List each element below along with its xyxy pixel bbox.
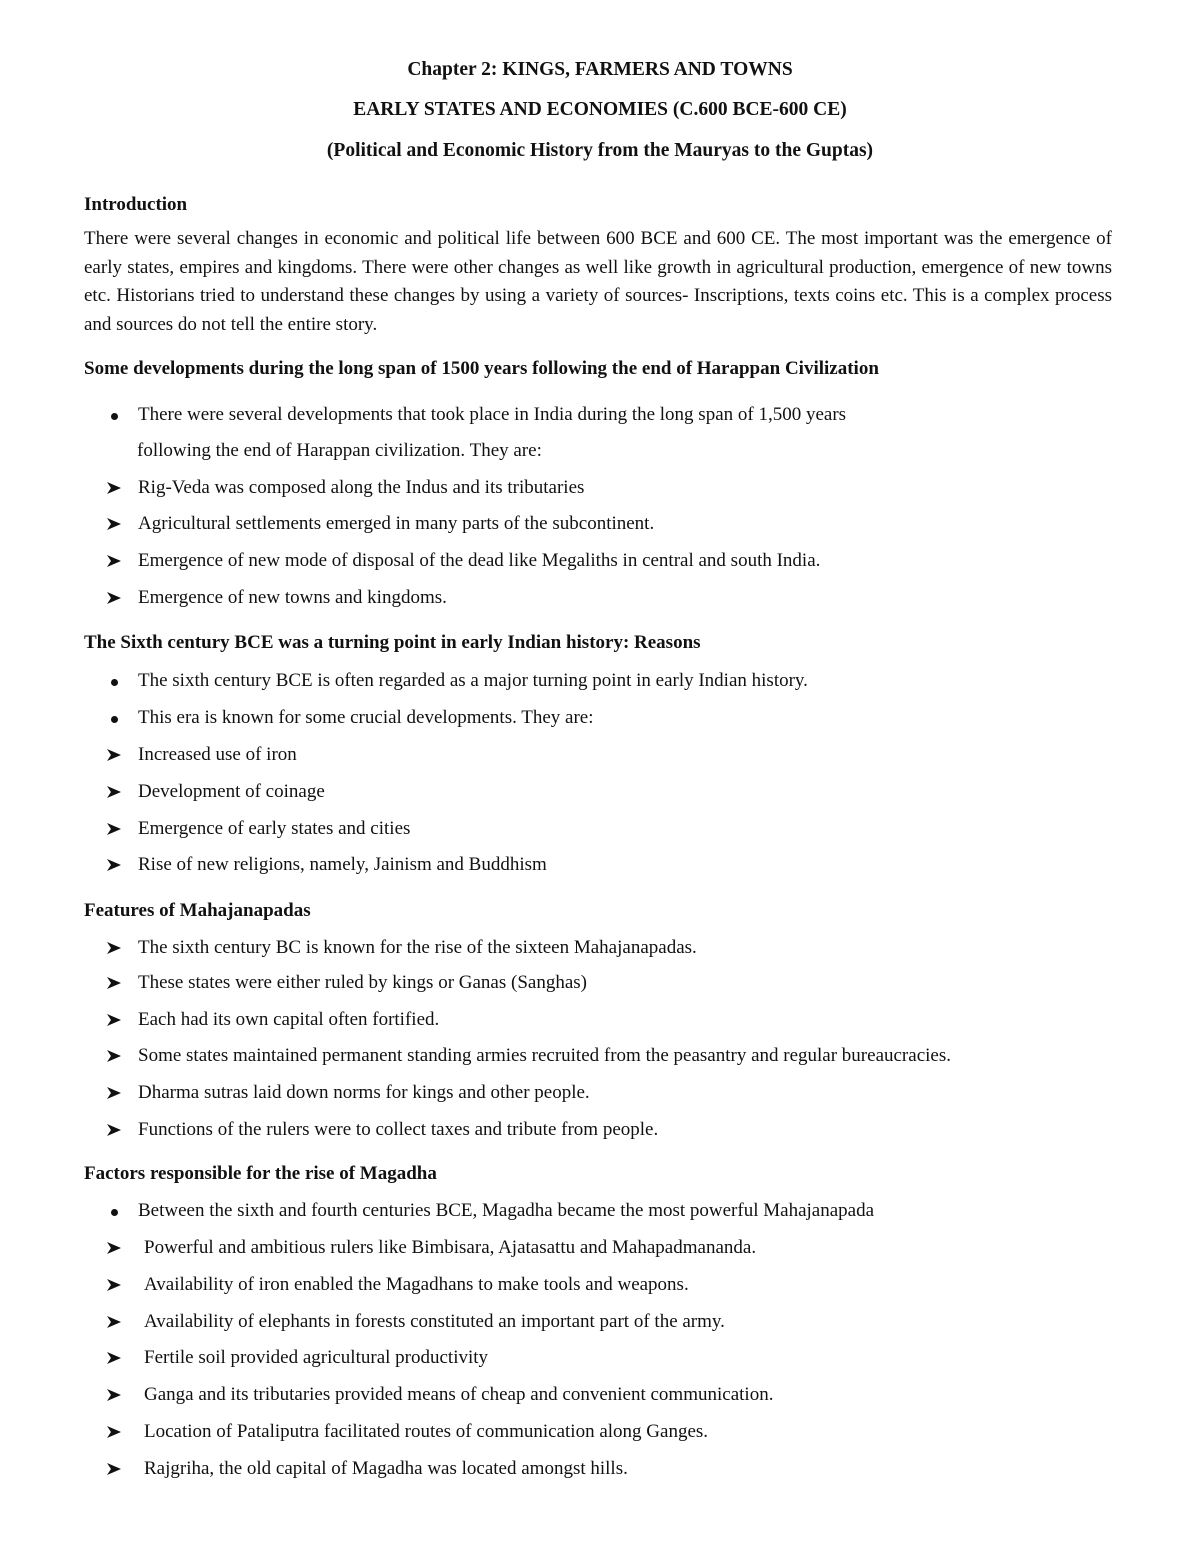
list-item-continuation: following the end of Harappan civilization. They are:	[137, 440, 542, 461]
mahajanapadas-heading: Features of Mahajanapadas	[84, 900, 311, 921]
chapter-title: Chapter 2: KINGS, FARMERS AND TOWNS	[407, 59, 793, 80]
list-item: This era is known for some crucial developments. They are:	[138, 707, 594, 728]
list-item: Increased use of iron	[0, 742, 1150, 768]
list-item: Ganga and its tributaries provided means of cheap and convenient communication.	[0, 1382, 1150, 1408]
list-item: These states were either ruled by kings or Ganas (Sanghas)	[0, 970, 1150, 996]
chapter-scope: (Political and Economic History from the Mauryas to the Guptas)	[326, 140, 874, 161]
magadha-heading: Factors responsible for the rise of Magadha	[84, 1163, 437, 1184]
list-item: Agricultural settlements emerged in many parts of the subcontinent.	[0, 511, 1150, 537]
intro-heading: Introduction	[84, 194, 188, 215]
list-item: There were several developments that took place in India during the long span of 1,500 years	[138, 404, 847, 425]
list-item: Location of Pataliputra facilitated routes of communication along Ganges.	[0, 1419, 1150, 1445]
list-item: Availability of iron enabled the Magadhans to make tools and weapons.	[0, 1272, 1150, 1298]
list-item: Rig-Veda was composed along the Indus and its tributaries	[0, 475, 1150, 501]
list-item: Between the sixth and fourth centuries BCE, Magadha became the most powerful Mahajanapada	[138, 1200, 875, 1221]
list-item: Emergence of new towns and kingdoms.	[0, 585, 1150, 611]
list-item: Availability of elephants in forests constituted an important part of the army.	[0, 1309, 1150, 1335]
list-item: Development of coinage	[0, 779, 1150, 805]
intro-paragraph: There were several changes in economic and political life between 600 BCE and 600 CE. The most important was the emergence of early states, empires and kingdoms. There were other changes as well like growth in agricultural production, emergence of new towns etc. Historians tried to understand these changes by using a variety of sources- Inscriptions, texts coins etc. This is a complex process and sources do not tell the entire story.	[84, 228, 1112, 335]
sixth-century-heading: The Sixth century BCE was a turning point in early Indian history: Reasons	[84, 632, 701, 653]
list-item: Emergence of new mode of disposal of the dead like Megaliths in central and south India.	[0, 548, 1150, 574]
list-item: Rise of new religions, namely, Jainism and Buddhism	[0, 852, 1150, 878]
list-item: Emergence of early states and cities	[0, 816, 1150, 842]
list-item: Each had its own capital often fortified.	[0, 1007, 1150, 1033]
list-item: The sixth century BC is known for the rise of the sixteen Mahajanapadas.	[0, 935, 1150, 961]
list-item: The sixth century BCE is often regarded as a major turning point in early Indian history.	[138, 670, 808, 691]
chapter-subtitle: EARLY STATES AND ECONOMIES (C.600 BCE-600 CE)	[353, 99, 847, 120]
list-item: Fertile soil provided agricultural productivity	[0, 1345, 1150, 1371]
list-item: Powerful and ambitious rulers like Bimbisara, Ajatasattu and Mahapadmananda.	[0, 1235, 1150, 1261]
list-item: Functions of the rulers were to collect taxes and tribute from people.	[0, 1117, 1150, 1143]
list-item: Rajgriha, the old capital of Magadha was located amongst hills.	[0, 1456, 1150, 1482]
developments-heading: Some developments during the long span of 1500 years following the end of Harappan Civilization	[84, 358, 879, 379]
list-item: Dharma sutras laid down norms for kings and other people.	[0, 1080, 1150, 1106]
list-item: Some states maintained permanent standing armies recruited from the peasantry and regular bureaucracies.	[0, 1043, 1150, 1069]
